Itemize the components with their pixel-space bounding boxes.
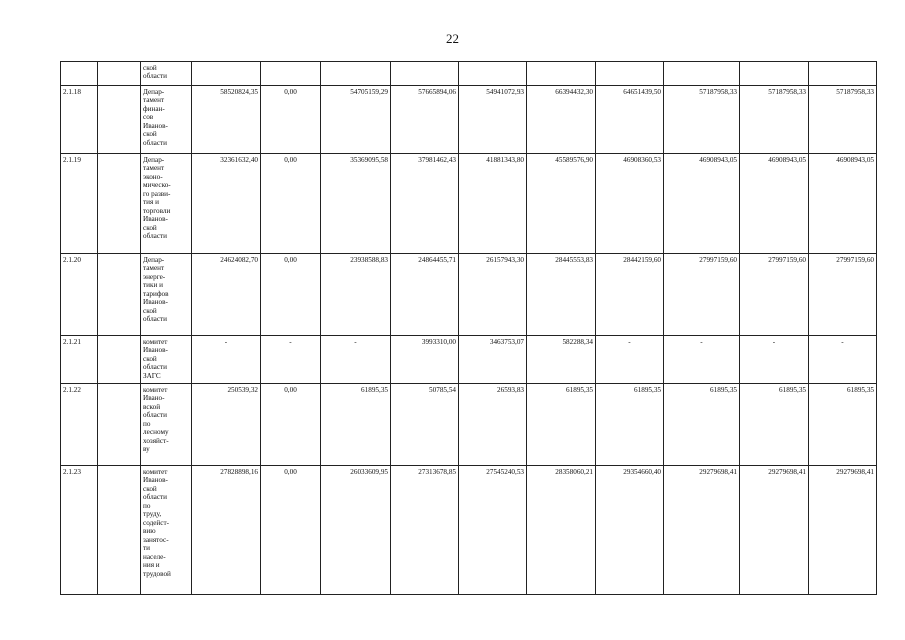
table-row [61, 466, 877, 595]
value-cell [527, 62, 596, 86]
value-cell: - [664, 336, 740, 384]
row-name-text: Депар- тамент энерге- тики и тарифов Иванов- ской области [143, 256, 169, 324]
value-cell: 28358060,21 [527, 466, 596, 595]
value-cell: 61895,35 [596, 384, 664, 466]
row-name [141, 154, 192, 254]
row-name [141, 86, 192, 154]
value-cell: 61895,35 [321, 384, 391, 466]
row-blank-cell [98, 62, 141, 86]
table-row [61, 336, 877, 384]
value-cell: 27828898,16 [192, 466, 261, 595]
table-row [61, 62, 877, 86]
value-cell: 24624082,70 [192, 254, 261, 336]
value-cell: - [321, 336, 391, 384]
row-name-text: комитет Иванов- ской области по труду, содейст- вию занятос- ти населе- ния и трудовой [143, 468, 171, 578]
value-cell: 27313678,85 [391, 466, 459, 595]
value-cell: 26033609,95 [321, 466, 391, 595]
row-code: 2.1.20 [61, 254, 98, 336]
table-row [61, 254, 877, 336]
value-cell: 24864455,71 [391, 254, 459, 336]
row-name [141, 466, 192, 595]
value-cell: 32361632,40 [192, 154, 261, 254]
value-cell: 27545240,53 [459, 466, 527, 595]
row-name [141, 62, 192, 86]
value-cell: 27997159,60 [664, 254, 740, 336]
row-blank-cell [98, 86, 141, 154]
value-cell: 58520824,35 [192, 86, 261, 154]
row-blank-cell [98, 466, 141, 595]
row-name [141, 336, 192, 384]
value-cell [596, 62, 664, 86]
value-cell [321, 62, 391, 86]
value-cell: 27997159,60 [740, 254, 809, 336]
row-blank-cell [98, 154, 141, 254]
value-cell: 3993310,00 [391, 336, 459, 384]
value-cell: - [596, 336, 664, 384]
value-cell: 57187958,33 [664, 86, 740, 154]
value-cell: 28442159,60 [596, 254, 664, 336]
value-cell: 29279698,41 [740, 466, 809, 595]
row-blank-cell [98, 336, 141, 384]
value-cell: 0,00 [261, 254, 321, 336]
value-cell: 250539,32 [192, 384, 261, 466]
value-cell: 57665894,06 [391, 86, 459, 154]
value-cell: 66394432,30 [527, 86, 596, 154]
value-cell: 29354660,40 [596, 466, 664, 595]
value-cell: 27997159,60 [809, 254, 877, 336]
value-cell: 0,00 [261, 86, 321, 154]
value-cell: 582288,34 [527, 336, 596, 384]
value-cell: 64651439,50 [596, 86, 664, 154]
value-cell: 26593,83 [459, 384, 527, 466]
row-name-text: комитет Ивано- вской области по лесному хозяйст- ву [143, 386, 169, 454]
row-code [61, 62, 98, 86]
row-name [141, 254, 192, 336]
row-name-text: Депар- тамент эконо- мическо- го разви- тия и торговли Иванов- ской области [143, 156, 171, 241]
value-cell: 61895,35 [740, 384, 809, 466]
value-cell: 45589576,90 [527, 154, 596, 254]
value-cell: 0,00 [261, 154, 321, 254]
row-code: 2.1.18 [61, 86, 98, 154]
row-name [141, 384, 192, 466]
table-row [61, 86, 877, 154]
row-code: 2.1.22 [61, 384, 98, 466]
value-cell: 23938588,83 [321, 254, 391, 336]
value-cell [261, 62, 321, 86]
value-cell: 37981462,43 [391, 154, 459, 254]
value-cell: 35369095,58 [321, 154, 391, 254]
value-cell: - [809, 336, 877, 384]
value-cell: 57187958,33 [740, 86, 809, 154]
value-cell: 29279698,41 [664, 466, 740, 595]
table-body [61, 62, 877, 595]
value-cell: 46908943,05 [809, 154, 877, 254]
row-blank-cell [98, 384, 141, 466]
value-cell: 54705159,29 [321, 86, 391, 154]
value-cell: 61895,35 [809, 384, 877, 466]
value-cell: 0,00 [261, 384, 321, 466]
value-cell: - [740, 336, 809, 384]
value-cell: 0,00 [261, 466, 321, 595]
value-cell: 26157943,30 [459, 254, 527, 336]
value-cell: 3463753,07 [459, 336, 527, 384]
value-cell: 61895,35 [527, 384, 596, 466]
row-name-text: Депар- тамент финан- сов Иванов- ской области [143, 88, 168, 147]
value-cell [809, 62, 877, 86]
value-cell [664, 62, 740, 86]
value-cell: 28445553,83 [527, 254, 596, 336]
value-cell [391, 62, 459, 86]
value-cell [459, 62, 527, 86]
value-cell: 50785,54 [391, 384, 459, 466]
row-code: 2.1.21 [61, 336, 98, 384]
value-cell: 46908943,05 [740, 154, 809, 254]
value-cell: - [192, 336, 261, 384]
value-cell: 29279698,41 [809, 466, 877, 595]
value-cell [740, 62, 809, 86]
value-cell [192, 62, 261, 86]
table-row [61, 154, 877, 254]
value-cell: 54941072,93 [459, 86, 527, 154]
value-cell: 41881343,80 [459, 154, 527, 254]
table-row [61, 384, 877, 466]
value-cell: 46908943,05 [664, 154, 740, 254]
value-cell: 57187958,33 [809, 86, 877, 154]
row-code: 2.1.19 [61, 154, 98, 254]
value-cell: - [261, 336, 321, 384]
budget-table [60, 61, 877, 595]
row-code: 2.1.23 [61, 466, 98, 595]
value-cell: 46908360,53 [596, 154, 664, 254]
row-name-text: ской области [143, 64, 168, 81]
page-number: 22 [446, 31, 459, 46]
row-name-text: комитет Иванов- ской области ЗАГС [143, 338, 168, 380]
row-blank-cell [98, 254, 141, 336]
value-cell: 61895,35 [664, 384, 740, 466]
